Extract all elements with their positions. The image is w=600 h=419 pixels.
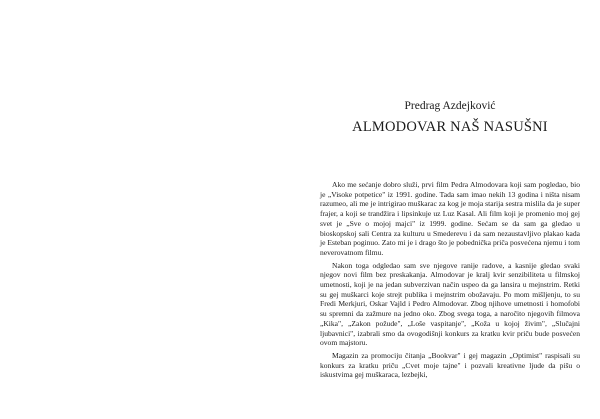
paragraph: Ako me sećanje dobro služi, prvi film Pedra Almodovara koji sam pogledao, bio je „Visoke potpetice" iz 1991. godine. Tada sam imao nekih 13 godina i ništa nisam razumeo, ali me je intrigirao muškarac za kog je moja starija sestra mislila da je super frajer, a koji se trandžira i lipsinkuje uz Luz Kasal. Ali film koji je promenio moj gej svet je „Sve o mojoj majci" iz 1999. godine. Sećam se da sam ga gledao u bioskopskoj sali Centra za kulturu u Smederevu i da sam nezaustavljivo plakao kada je Esteban poginuo. Zato mi je i drago što je pobednička priča posvećena njemu i tom neverovatnom filmu. xyxy=(320,180,580,257)
paragraph: Magazin za promociju čitanja „Bookvar" i gej magazin „Optimist" raspisali su konkurs za kratku priču „Cvet moje tajne" i pozvali kreativne ljude da pišu o iskustvima gej muškaraca, lezbejki, xyxy=(320,350,580,380)
author-name: Predrag Azdejković xyxy=(404,100,496,112)
article-body xyxy=(320,180,580,380)
right-page xyxy=(300,0,600,419)
article-title: ALMODOVAR NAŠ NASUŠNI xyxy=(352,119,548,135)
paragraph: Nakon toga odgledao sam sve njegove ranije radove, a kasnije gledao svaki njegov novi film bez preskakanja. Almodovar je kralj kvir senzibiliteta u filmskoj umetnosti, koji je na jedan subverzivan način uspeo da ga lansira u mejnstrim. Retki su gej muškarci koje strejt publika i mejnstrim obožavaju. Po mom mišljenju, to su Fredi Merkjuri, Oskar Vajld i Pedro Almodovar. Zbog njihove umetnosti i homofobi su spremni da zažmure na jedno oko. Zbog svega toga, a naročito njegovih filmova „Kika", „Zakon požude", „Loše vaspitanje", „Koža u kojoj živim", „Slučajni ljubavnici", izabrali smo da ovogodišnji konkurs za kratku kvir priču bude posvećen ovom majstoru. xyxy=(320,260,580,348)
